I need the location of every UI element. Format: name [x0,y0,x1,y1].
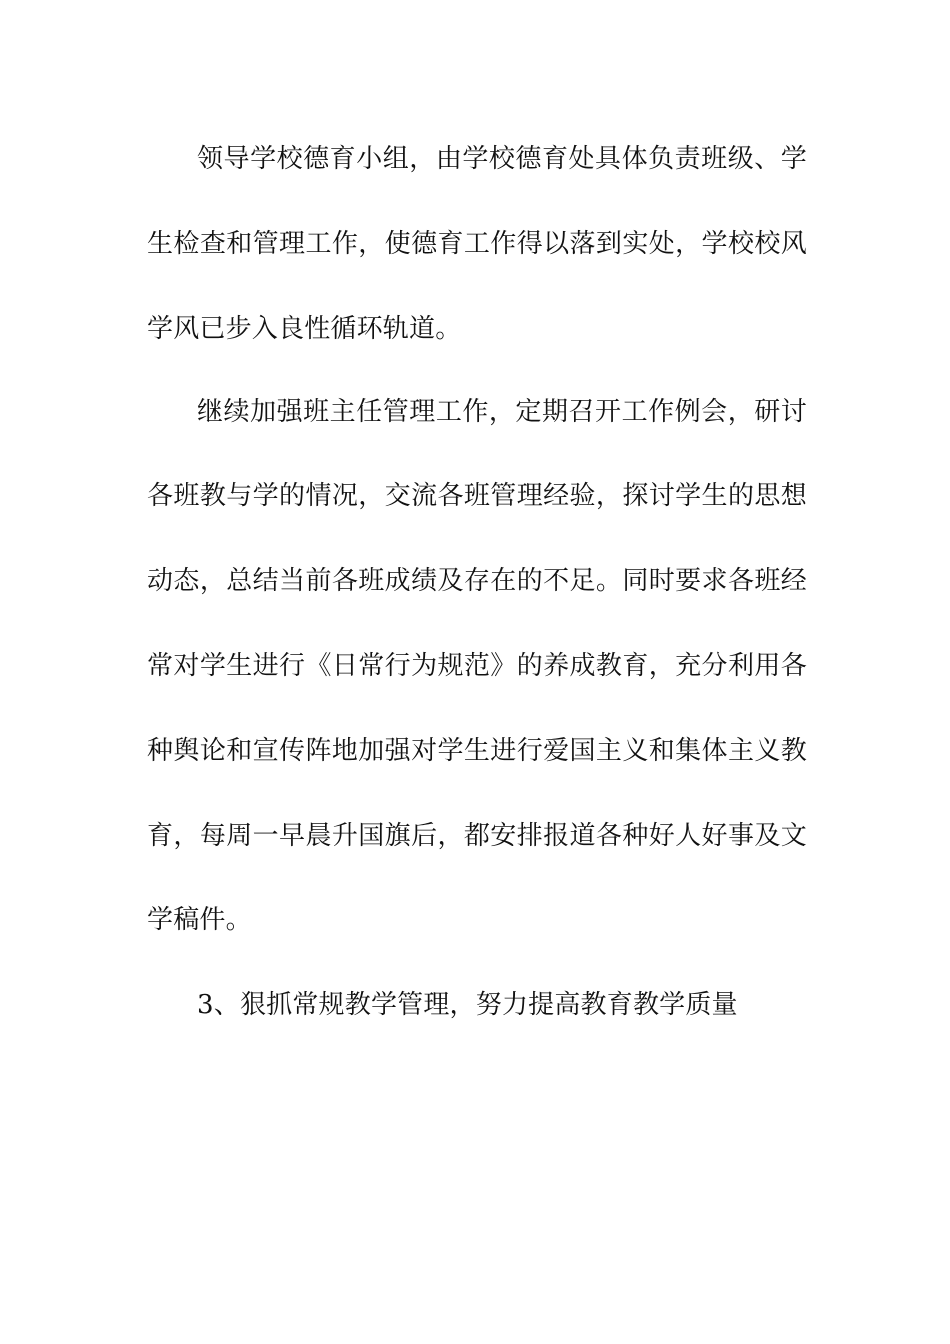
paragraph-1-line-1: 领导学校德育小组，由学校德育处具体负责班级、学 [197,144,807,174]
paragraph-2-line-6: 育，每周一早晨升国旗后，都安排报道各种好人好事及文 [147,821,807,851]
paragraph-2-line-1: 继续加强班主任管理工作，定期召开工作例会，研讨 [197,397,807,427]
paragraph-1-line-3: 学风已步入良性循环轨道。 [147,314,462,344]
paragraph-2-line-2: 各班教与学的情况，交流各班管理经验，探讨学生的思想 [147,481,807,511]
paragraph-2-line-5: 种舆论和宣传阵地加强对学生进行爱国主义和集体主义教 [147,736,807,766]
paragraph-2-line-4: 常对学生进行《日常行为规范》的养成教育，充分利用各 [147,651,807,681]
section-heading-3: 3、狠抓常规教学管理，努力提高教育教学质量 [197,990,738,1020]
paragraph-1-line-2: 生检查和管理工作，使德育工作得以落到实处，学校校风 [147,229,807,259]
paragraph-2-line-7: 学稿件。 [147,905,252,935]
paragraph-2-line-3: 动态，总结当前各班成绩及存在的不足。同时要求各班经 [147,566,807,596]
